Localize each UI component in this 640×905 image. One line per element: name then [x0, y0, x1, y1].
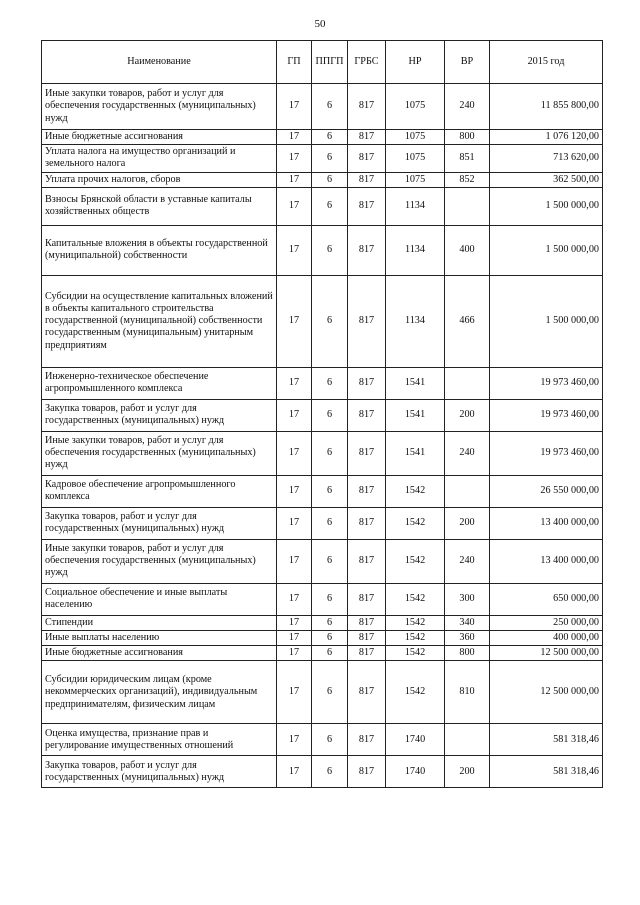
- row-name-cell: Капитальные вложения в объекты государственной (муниципальной) собственности: [42, 225, 277, 275]
- table-row: [42, 507, 603, 539]
- header-name: Наименование: [42, 41, 277, 84]
- row-amount-cell: 11 855 800,00: [490, 84, 603, 130]
- row-gp-cell: 17: [277, 84, 312, 130]
- row-pgp-cell: 6: [312, 631, 348, 646]
- row-name-cell: Иные закупки товаров, работ и услуг для обеспечения государственных (муниципальных) нужд: [42, 539, 277, 583]
- row-nr-cell: 1740: [386, 724, 445, 756]
- row-nr-cell: 1075: [386, 130, 445, 145]
- row-vr-cell: 240: [445, 431, 490, 475]
- header-nr: НР: [386, 41, 445, 84]
- row-name-cell: Кадровое обеспечение агропромышленного комплекса: [42, 475, 277, 507]
- row-name-cell: Иные бюджетные ассигнования: [42, 646, 277, 661]
- row-vr-cell: 240: [445, 84, 490, 130]
- row-pgp-cell: 6: [312, 583, 348, 615]
- row-vr-cell: 466: [445, 275, 490, 367]
- table-row: [42, 130, 603, 145]
- table-row: [42, 399, 603, 431]
- row-gp-cell: 17: [277, 187, 312, 225]
- row-amount-cell: 713 620,00: [490, 145, 603, 172]
- row-grbs-cell: 817: [348, 583, 386, 615]
- row-gp-cell: 17: [277, 539, 312, 583]
- table-row: [42, 225, 603, 275]
- row-name-cell: Уплата налога на имущество организаций и земельного налога: [42, 145, 277, 172]
- row-vr-cell: [445, 475, 490, 507]
- row-pgp-cell: 6: [312, 615, 348, 630]
- row-vr-cell: [445, 187, 490, 225]
- row-gp-cell: 17: [277, 172, 312, 187]
- row-nr-cell: 1134: [386, 187, 445, 225]
- row-grbs-cell: 817: [348, 646, 386, 661]
- header-pgp: ППГП: [312, 41, 348, 84]
- row-gp-cell: 17: [277, 615, 312, 630]
- row-nr-cell: 1542: [386, 475, 445, 507]
- row-amount-cell: 19 973 460,00: [490, 367, 603, 399]
- row-amount-cell: 1 076 120,00: [490, 130, 603, 145]
- row-amount-cell: 362 500,00: [490, 172, 603, 187]
- row-vr-cell: 400: [445, 225, 490, 275]
- row-nr-cell: 1542: [386, 539, 445, 583]
- row-amount-cell: 581 318,46: [490, 724, 603, 756]
- row-pgp-cell: 6: [312, 646, 348, 661]
- row-grbs-cell: 817: [348, 172, 386, 187]
- row-nr-cell: 1542: [386, 507, 445, 539]
- row-amount-cell: 1 500 000,00: [490, 225, 603, 275]
- row-nr-cell: 1542: [386, 631, 445, 646]
- header-gp: ГП: [277, 41, 312, 84]
- row-amount-cell: 13 400 000,00: [490, 507, 603, 539]
- row-amount-cell: 250 000,00: [490, 615, 603, 630]
- table-row: [42, 631, 603, 646]
- row-amount-cell: 400 000,00: [490, 631, 603, 646]
- row-name-cell: Уплата прочих налогов, сборов: [42, 172, 277, 187]
- row-vr-cell: 800: [445, 646, 490, 661]
- table-row: [42, 475, 603, 507]
- row-nr-cell: 1740: [386, 756, 445, 788]
- table-row: [42, 756, 603, 788]
- row-gp-cell: 17: [277, 431, 312, 475]
- row-name-cell: Взносы Брянской области в уставные капиталы хозяйственных обществ: [42, 187, 277, 225]
- row-amount-cell: 12 500 000,00: [490, 661, 603, 724]
- row-pgp-cell: 6: [312, 507, 348, 539]
- row-nr-cell: 1541: [386, 399, 445, 431]
- row-nr-cell: 1542: [386, 615, 445, 630]
- row-gp-cell: 17: [277, 661, 312, 724]
- table-row: [42, 661, 603, 724]
- row-pgp-cell: 6: [312, 431, 348, 475]
- row-pgp-cell: 6: [312, 399, 348, 431]
- row-nr-cell: 1542: [386, 583, 445, 615]
- row-grbs-cell: 817: [348, 431, 386, 475]
- row-pgp-cell: 6: [312, 475, 348, 507]
- row-nr-cell: 1134: [386, 275, 445, 367]
- row-vr-cell: [445, 367, 490, 399]
- row-pgp-cell: 6: [312, 661, 348, 724]
- row-amount-cell: 581 318,46: [490, 756, 603, 788]
- row-gp-cell: 17: [277, 724, 312, 756]
- row-vr-cell: 810: [445, 661, 490, 724]
- row-nr-cell: 1134: [386, 225, 445, 275]
- row-grbs-cell: 817: [348, 130, 386, 145]
- table-row: [42, 367, 603, 399]
- row-grbs-cell: 817: [348, 84, 386, 130]
- table-row: [42, 145, 603, 172]
- row-name-cell: Иные закупки товаров, работ и услуг для обеспечения государственных (муниципальных) нужд: [42, 84, 277, 130]
- row-vr-cell: 360: [445, 631, 490, 646]
- row-vr-cell: [445, 724, 490, 756]
- row-gp-cell: 17: [277, 145, 312, 172]
- row-grbs-cell: 817: [348, 367, 386, 399]
- row-name-cell: Субсидии на осуществление капитальных вложений в объекты капитального строительства государственной (муниципальной) собственности государственным (муниципальным) унитарным предприятиям: [42, 275, 277, 367]
- row-pgp-cell: 6: [312, 187, 348, 225]
- row-gp-cell: 17: [277, 507, 312, 539]
- table-body: [42, 84, 603, 788]
- row-grbs-cell: 817: [348, 145, 386, 172]
- row-pgp-cell: 6: [312, 225, 348, 275]
- row-pgp-cell: 6: [312, 724, 348, 756]
- row-nr-cell: 1075: [386, 145, 445, 172]
- row-name-cell: Закупка товаров, работ и услуг для государственных (муниципальных) нужд: [42, 399, 277, 431]
- row-nr-cell: 1542: [386, 661, 445, 724]
- row-name-cell: Субсидии юридическим лицам (кроме некоммерческих организаций), индивидуальным предпринимателям, физическим лицам: [42, 661, 277, 724]
- row-grbs-cell: 817: [348, 661, 386, 724]
- page-number: 50: [314, 18, 326, 30]
- table-row: [42, 84, 603, 130]
- row-amount-cell: 19 973 460,00: [490, 399, 603, 431]
- row-grbs-cell: 817: [348, 756, 386, 788]
- row-nr-cell: 1542: [386, 646, 445, 661]
- row-nr-cell: 1075: [386, 172, 445, 187]
- row-grbs-cell: 817: [348, 724, 386, 756]
- row-name-cell: Иные закупки товаров, работ и услуг для обеспечения государственных (муниципальных) нужд: [42, 431, 277, 475]
- row-name-cell: Иные выплаты населению: [42, 631, 277, 646]
- row-amount-cell: 1 500 000,00: [490, 187, 603, 225]
- row-pgp-cell: 6: [312, 539, 348, 583]
- row-gp-cell: 17: [277, 399, 312, 431]
- row-nr-cell: 1541: [386, 367, 445, 399]
- row-nr-cell: 1075: [386, 84, 445, 130]
- row-vr-cell: 200: [445, 756, 490, 788]
- row-vr-cell: 300: [445, 583, 490, 615]
- row-vr-cell: 800: [445, 130, 490, 145]
- header-grbs: ГРБС: [348, 41, 386, 84]
- row-amount-cell: 13 400 000,00: [490, 539, 603, 583]
- table-row: [42, 187, 603, 225]
- row-grbs-cell: 817: [348, 631, 386, 646]
- row-grbs-cell: 817: [348, 187, 386, 225]
- row-grbs-cell: 817: [348, 615, 386, 630]
- row-gp-cell: 17: [277, 756, 312, 788]
- row-pgp-cell: 6: [312, 172, 348, 187]
- row-name-cell: Иные бюджетные ассигнования: [42, 130, 277, 145]
- row-gp-cell: 17: [277, 225, 312, 275]
- row-gp-cell: 17: [277, 583, 312, 615]
- row-gp-cell: 17: [277, 367, 312, 399]
- row-pgp-cell: 6: [312, 145, 348, 172]
- row-pgp-cell: 6: [312, 756, 348, 788]
- row-pgp-cell: 6: [312, 275, 348, 367]
- row-name-cell: Социальное обеспечение и иные выплаты населению: [42, 583, 277, 615]
- row-name-cell: Закупка товаров, работ и услуг для государственных (муниципальных) нужд: [42, 756, 277, 788]
- row-name-cell: Оценка имущества, признание прав и регулирование имущественных отношений: [42, 724, 277, 756]
- table-header-row: [42, 41, 603, 84]
- row-amount-cell: 1 500 000,00: [490, 275, 603, 367]
- table-row: [42, 646, 603, 661]
- budget-table: [41, 40, 603, 788]
- row-pgp-cell: 6: [312, 84, 348, 130]
- row-vr-cell: 851: [445, 145, 490, 172]
- table-row: [42, 724, 603, 756]
- row-nr-cell: 1541: [386, 431, 445, 475]
- row-name-cell: Инженерно-техническое обеспечение агропромышленного комплекса: [42, 367, 277, 399]
- row-vr-cell: 852: [445, 172, 490, 187]
- row-gp-cell: 17: [277, 646, 312, 661]
- row-vr-cell: 200: [445, 399, 490, 431]
- row-grbs-cell: 817: [348, 539, 386, 583]
- table-row: [42, 172, 603, 187]
- row-gp-cell: 17: [277, 275, 312, 367]
- row-grbs-cell: 817: [348, 225, 386, 275]
- row-grbs-cell: 817: [348, 399, 386, 431]
- row-vr-cell: 340: [445, 615, 490, 630]
- header-year: 2015 год: [490, 41, 603, 84]
- row-name-cell: Стипендии: [42, 615, 277, 630]
- table-row: [42, 583, 603, 615]
- row-grbs-cell: 817: [348, 507, 386, 539]
- row-amount-cell: 26 550 000,00: [490, 475, 603, 507]
- row-pgp-cell: 6: [312, 367, 348, 399]
- row-grbs-cell: 817: [348, 275, 386, 367]
- row-grbs-cell: 817: [348, 475, 386, 507]
- row-amount-cell: 12 500 000,00: [490, 646, 603, 661]
- row-gp-cell: 17: [277, 130, 312, 145]
- row-name-cell: Закупка товаров, работ и услуг для государственных (муниципальных) нужд: [42, 507, 277, 539]
- table-row: [42, 539, 603, 583]
- row-amount-cell: 19 973 460,00: [490, 431, 603, 475]
- table-row: [42, 275, 603, 367]
- table-row: [42, 431, 603, 475]
- row-vr-cell: 240: [445, 539, 490, 583]
- table-row: [42, 615, 603, 630]
- header-vr: ВР: [445, 41, 490, 84]
- row-gp-cell: 17: [277, 631, 312, 646]
- row-gp-cell: 17: [277, 475, 312, 507]
- row-vr-cell: 200: [445, 507, 490, 539]
- row-amount-cell: 650 000,00: [490, 583, 603, 615]
- row-pgp-cell: 6: [312, 130, 348, 145]
